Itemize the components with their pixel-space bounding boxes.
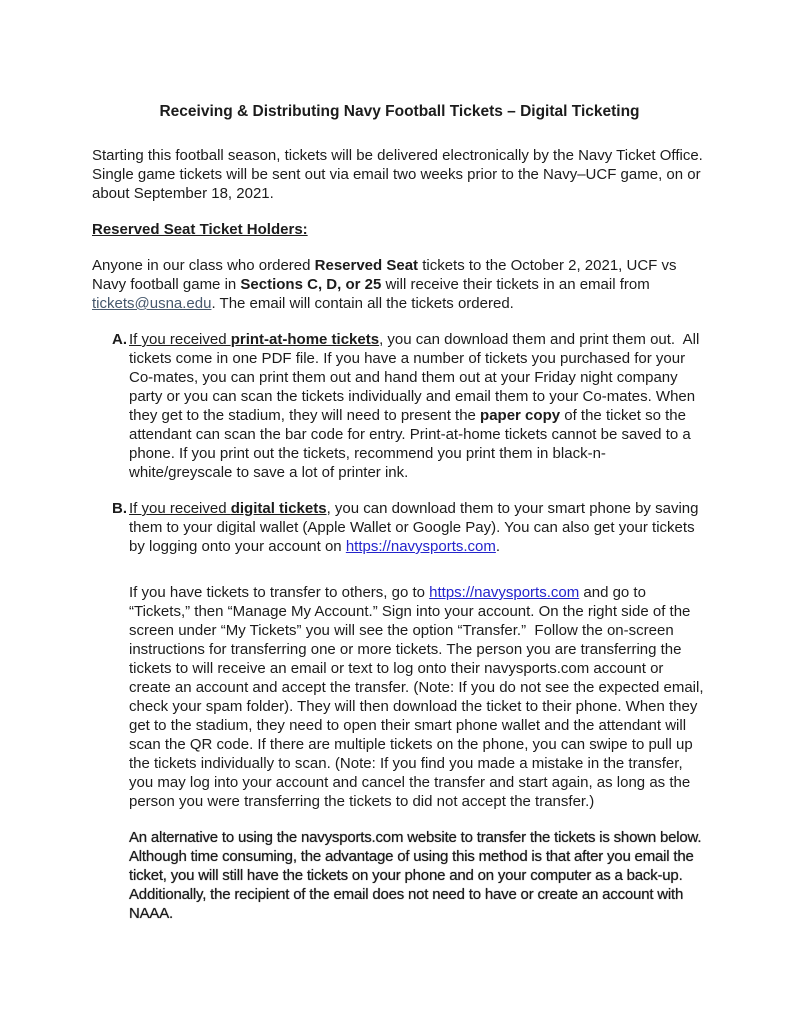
alternative-method-paragraph: An alternative to using the navysports.com website to transfer the tickets is shown below. Although time consuming, the advantage of using this method is that after you email the ticket, you will still have the tickets on your phone and on your computer as a back-up. Additionally, the recipient of the email does not need to have or create an account with NAAA. [129,829,705,922]
text-segment: and go to “Tickets,” then “Manage My Account.” Sign into your account. On the right side of the screen under “My Tickets” you will see the option “Transfer.” Follow the on-screen instructions for transferring one or more tickets. The person you are transferring the tickets to will receive an email or text to log onto their navysports.com account or create an account and accept the transfer. (Note: If you do not see the expected email, check your spam folder). They will then download the ticket to their phone. When they get to the stadium, they need to open their smart phone wallet and the attendant will scan the QR code. If there are multiple tickets on the phone, you can swipe to pull up the tickets individually to scan. (Note: If you find you made a mistake in the transfer, you may log into your account and cancel the transfer and start again, as long as the person you were transferring the tickets to did not accept the transfer.) [129,584,708,810]
text-segment: , you can download them and print them out. All tickets come in one PDF file. If you have a number of tickets you purchased for your Co-mates, you can print them out and hand them out at your Friday night company party or you can scan the tickets individually and email them to your Co-mates. When they get to the stadium, they will need to present the [129,331,704,424]
text-segment: Reserved Seat [314,257,419,274]
text-segment: Anyone in our class who ordered [92,257,315,274]
text-segment: will receive their tickets in an email from [381,276,654,293]
text-segment: print-at-home tickets [230,331,380,348]
text-segment: Sections C, D, or 25 [240,276,382,293]
text-segment: digital tickets [230,500,327,517]
text-segment: tickets to the October 2, 2021, UCF vs Navy football game in [92,257,681,293]
intro-paragraph: Starting this football season, tickets will be delivered electronically by the Navy Ticket Office. Single game tickets will be sent out via email two weeks prior to the Navy–UCF game, on or about September 18, 2021. [92,147,712,202]
navysports-link[interactable]: https://navysports.com [345,538,496,555]
list-marker-a: A. [112,331,127,348]
list-item-a [112,330,707,482]
ticket-type-list [112,330,707,556]
list-item-b-text [129,499,707,556]
navysports-link[interactable]: https://navysports.com [429,584,580,601]
text-segment: . The email will contain all the tickets ordered. [211,295,514,312]
text-segment: paper copy [480,407,561,424]
text-segment: If you have tickets to transfer to others, go to [129,584,430,601]
list-item-a-text [129,330,707,482]
list-marker-b: B. [112,500,127,517]
document-title: Receiving & Distributing Navy Football Tickets – Digital Ticketing [159,103,640,120]
list-item-b [112,499,707,556]
text-segment: . [495,538,501,555]
text-segment: , you can download them to your smart phone by saving them to your digital wallet (Apple Wallet or Google Pay). You can also get your tickets by logging onto your account on [129,500,703,555]
reserved-seat-paragraph [92,256,707,313]
transfer-instructions-paragraph [129,583,707,811]
text-segment: If you received [129,500,231,517]
reserved-seat-heading: Reserved Seat Ticket Holders: [92,221,308,238]
tickets-email-link[interactable]: tickets@usna.edu [92,295,212,312]
text-segment: If you received [129,331,231,348]
text-segment: of the ticket so the attendant can scan the bar code for entry. Print-at-home tickets cannot be saved to a phone. If you print out the tickets, recommend you print them in black-n-white/greyscale to save a lot of printer ink. [129,407,695,481]
